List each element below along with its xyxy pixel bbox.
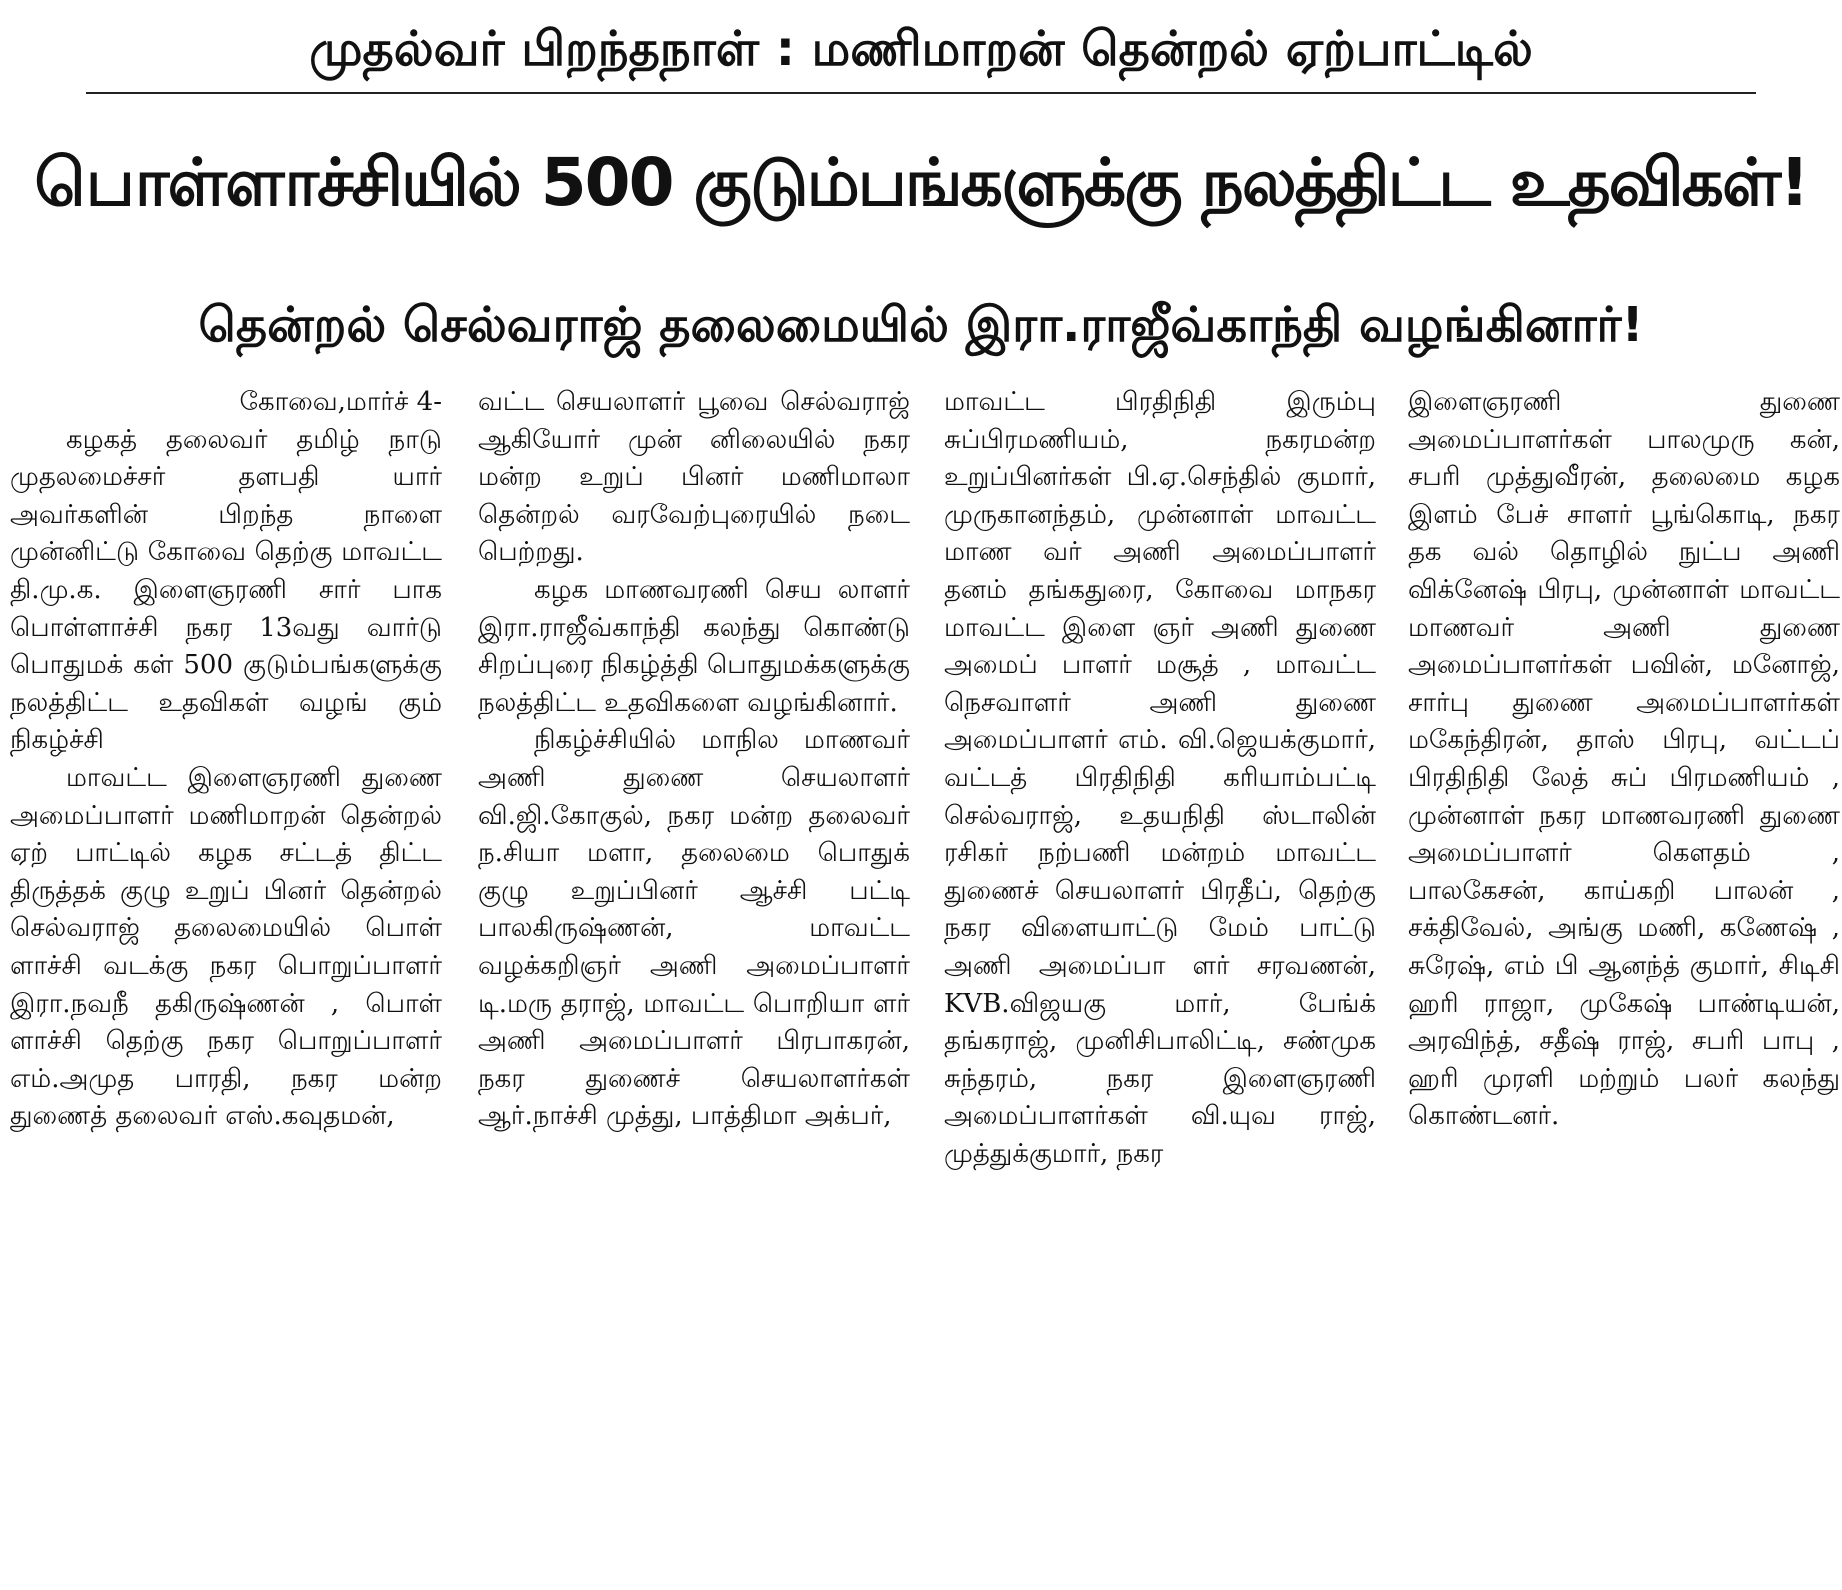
column-1-paragraph-1: கழகத் தலைவர் தமிழ் நாடு முதலமைச்சர் தளபதி யார் அவர்களின் பிறந்த நாளை முன்னிட்டு கோவை தெற்கு மாவட்ட தி.மு.க. இளைஞரணி சார் பாக பொள்ளாச்சி நகர 13வது வார்டு பொதுமக் கள் 500 குடும்பங்களுக்கு நலத்திட்ட உதவிகள் வழங் கும் நிகழ்ச்சி [10,424,442,756]
article-subheadline: தென்றல் செல்வராஜ் தலைமையில் இரா.ராஜீவ்காந்தி வழங்கினார்! [198,297,1644,353]
article-headline: பொள்ளாச்சியில் 500 குடும்பங்களுக்கு நலத்திட்ட உதவிகள்! [34,144,1808,221]
kicker-rule [86,92,1756,94]
column-2-paragraph-3: நிகழ்ச்சியில் மாநில மாணவர் அணி துணை செயலாளர் வி.ஜி.கோகுல், நகர மன்ற தலைவர் ந.சியா மளா, தலைமை பொதுக் குழு உறுப்பினர் ஆச்சி பட்டி பாலகிருஷ்ணன், மாவட்ட வழக்கறிஞர் அணி அமைப்பாளர் டி.மரு தராஜ், மாவட்ட பொறியா ளர் அணி அமைப்பாளர் பிரபாகரன், நகர துணைச் செயலாளர்கள் ஆர்.நாச்சி முத்து, பாத்திமா அக்பர், [478,725,910,1132]
column-2-paragraph-1: வட்ட செயலாளர் பூவை செல்வராஜ் ஆகியோர் முன் னிலையில் நகர மன்ற உறுப் பினர் மணிமாலா தென்றல் வரவேற்புரையில் நடை பெற்றது. [478,387,910,568]
article-column-1 [10,384,442,1584]
column-3-paragraph-1: மாவட்ட பிரதிநிதி இரும்பு சுப்பிரமணியம், நகரமன்ற உறுப்பினர்கள் பி.ஏ.செந்தில் குமார், முருகானந்தம், முன்னாள் மாவட்ட மாண வர் அணி அமைப்பாளர் தனம் தங்கதுரை, கோவை மாநகர மாவட்ட இளை ஞர் அணி துணை அமைப் பாளர் மசூத் , மாவட்ட நெசவாளர் அணி துணை அமைப்பாளர் எம். வி.ஜெயக்குமார், வட்டத் பிரதிநிதி கரியாம்பட்டி செல்வராஜ், உதயநிதி ஸ்டாலின் ரசிகர் நற்பணி மன்றம் மாவட்ட துணைச் செயலாளர் பிரதீப், தெற்கு நகர விளையாட்டு மேம் பாட்டு அணி அமைப்பா ளர் சரவணன், KVB.விஜயகு மார், பேங்க் தங்கராஜ், முனிசிபாலிட்டி, சண்முக சுந்தரம், நகர இளைஞரணி அமைப்பாளர்கள் வி.யுவ ராஜ், முத்துக்குமார், நகர [944,387,1376,1169]
article-column-2 [478,384,910,1584]
article-column-3 [944,384,1376,1584]
column-1-paragraph-2: மாவட்ட இளைஞரணி துணை அமைப்பாளர் மணிமாறன் தென்றல் ஏற் பாட்டில் கழக சட்டத் திட்ட திருத்தக் குழு உறுப் பினர் தென்றல் செல்வராஜ் தலைமையில் பொள் ளாச்சி வடக்கு நகர பொறுப்பாளர் இரா.நவநீ தகிருஷ்ணன் , பொள் ளாச்சி தெற்கு நகர பொறுப்பாளர் எம்.அமுத பாரதி, நகர மன்ற துணைத் தலைவர் எஸ்.கவுதமன், [10,762,442,1132]
article-dateline: கோவை,மார்ச் 4- [239,387,442,417]
article-kicker: முதல்வர் பிறந்தநாள் : மணிமாறன் தென்றல் ஏற்பாட்டில் [309,21,1533,77]
article-column-4 [1408,384,1840,1584]
column-2-paragraph-2: கழக மாணவரணி செய லாளர் இரா.ராஜீவ்காந்தி கலந்து கொண்டு சிறப்புரை நிகழ்த்தி பொதுமக்களுக்கு நலத்திட்ட உதவிகளை வழங்கினார். [478,574,910,718]
column-4-paragraph-1: இளைஞரணி துணை அமைப்பாளர்கள் பாலமுரு கன், சபரி முத்துவீரன், தலைமை கழக இளம் பேச் சாளர் பூங்கொடி, நகர தக வல் தொழில் நுட்ப அணி விக்னேஷ் பிரபு, முன்னாள் மாவட்ட மாணவர் அணி துணை அமைப்பாளர்கள் பவின், மனோஜ், சார்பு துணை அமைப்பாளர்கள் மகேந்திரன், தாஸ் பிரபு, வட்டப் பிரதிநிதி லேத் சுப் பிரமணியம் , முன்னாள் நகர மாணவரணி துணை அமைப்பாளர் கௌதம் , பாலகேசன், காய்கறி பாலன் , சக்திவேல், அங்கு மணி, கணேஷ் , சுரேஷ், எம் பி ஆனந்த் குமார், சிடிசி ஹரி ராஜா, முகேஷ் பாண்டியன், அரவிந்த், சதீஷ் ராஜ், சபரி பாபு , ஹரி முரளி மற்றும் பலர் கலந்து கொண்டனர். [1408,387,1840,1132]
